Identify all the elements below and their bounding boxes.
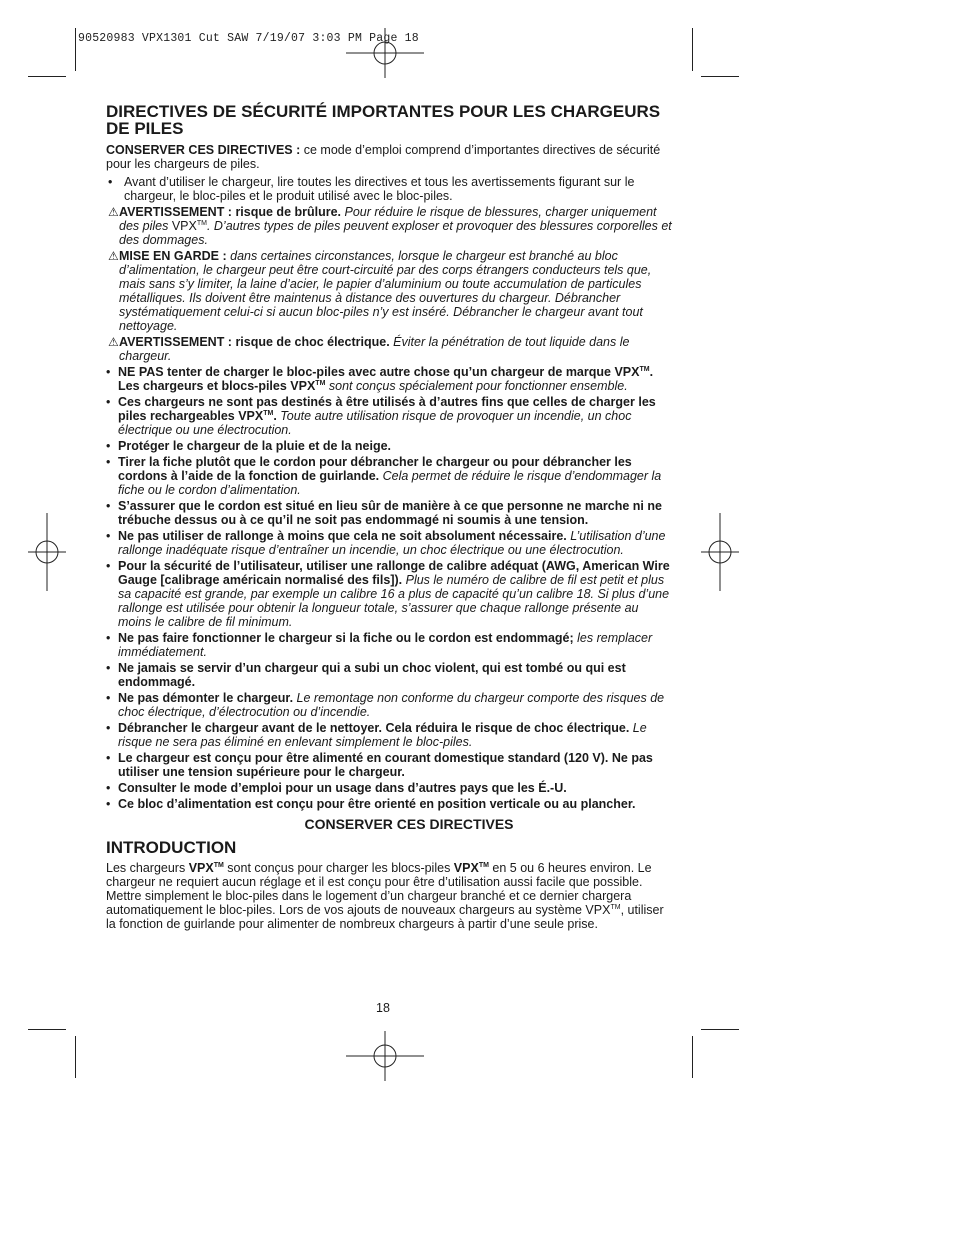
item-bold-text: Débrancher le chargeur avant de le nettoyer. Cela réduira le risque de choc électrique. [118, 721, 630, 735]
page-number: 18 [376, 1001, 390, 1015]
item-bold-text: Tirer la fiche plutôt que le cordon pour débrancher le chargeur ou pour débrancher les cordons à l’aide de la fonction de guirlande. [118, 455, 632, 483]
trademark: TM [315, 380, 326, 387]
safety-list-item [106, 529, 672, 557]
item-italic-text: L’utilisation d’une rallonge inadéquate risque d’entraîner un incendie, un choc électrique ou une électrocution. [118, 529, 666, 557]
brand-vpx: VPX [171, 219, 197, 233]
trademark: TM [639, 366, 650, 373]
bullet-icon: • [106, 439, 111, 453]
list-item [106, 175, 672, 203]
warning-triangle-icon: ⚠ [108, 249, 119, 263]
item-bold-text: . Les chargeurs et blocs-piles VPX [118, 365, 654, 393]
bullet-icon: • [106, 721, 111, 735]
safety-list-item [106, 395, 672, 437]
page-title: DIRECTIVES DE SÉCURITÉ IMPORTANTES POUR LES CHARGEURS DE PILES [106, 102, 661, 138]
item-bold-text: Ne pas utiliser de rallonge à moins que cela ne soit absolument nécessaire. [118, 529, 567, 543]
registration-mark-icon [346, 1031, 424, 1081]
intro-text: en 5 ou 6 heures environ. Le chargeur ne requiert aucun réglage et il est conçu pour être d’utilisation aussi facile que possible. Mettre simplement le bloc-piles dans le logement d’un chargeur branché et ce dernier chargera automatiquement le bloc-piles. Lors de vos ajouts de nouveaux chargeurs au système VPX [106, 861, 652, 917]
crop-mark [692, 1036, 693, 1078]
brand-vpx: VPX [453, 861, 479, 875]
item-bold-text: . [273, 409, 277, 423]
item-italic-text: Le remontage non conforme du chargeur comporte des risques de choc électrique, d’électrocution ou d’incendie. [118, 691, 665, 719]
crop-mark [28, 1029, 66, 1030]
item-bold-text: Pour la sécurité de l’utilisateur, utiliser une rallonge de calibre adéquat (AWG, American Wire Gauge [calibrage américain normalisé des fils]). [118, 559, 670, 587]
page-content [106, 103, 672, 931]
trademark: TM [213, 862, 224, 869]
item-italic-text: Plus le numéro de calibre de fil est petit et plus sa capacité est grande, par exemple un calibre 16 a plus de capacité qu’un calibre 18. Si plus d’une rallonge est utilisée pour obtenir la longueur totale, s’assurer que chaque rallonge présente au moins le calibre de fil minimum. [118, 573, 670, 629]
trademark: TM [263, 410, 274, 417]
warning-text: Éviter la pénétration de tout liquide dans le chargeur. [119, 335, 630, 363]
bullet-icon: • [106, 559, 111, 573]
intro-text: sont conçus pour charger les blocs-piles [223, 861, 454, 875]
item-italic-text: Toute autre utilisation risque de provoquer un incendie, un choc électrique ou une électrocution. [118, 409, 632, 437]
save-instructions-heading: CONSERVER CES DIRECTIVES [304, 816, 514, 832]
safety-list [106, 365, 672, 811]
safety-list-item [106, 631, 672, 659]
item-italic-text: Cela permet de réduire le risque d’endommager la fiche ou le cordon d’alimentation. [118, 469, 662, 497]
bullet-icon: • [106, 797, 111, 811]
safety-list-item [106, 661, 672, 689]
item-bold-text: Protéger le chargeur de la pluie et de la neige. [118, 439, 392, 453]
item-bold-text: Ne pas faire fonctionner le chargeur si la fiche ou le cordon est endommagé; [118, 631, 574, 645]
print-slug: 90520983 VPX1301 Cut SAW 7/19/07 3:03 PM Page 18 [78, 32, 419, 45]
bullet-icon: • [106, 781, 111, 795]
bullet-icon: • [106, 499, 111, 513]
item-bold-text: Consulter le mode d’emploi pour un usage dans d’autres pays que les É.-U. [118, 781, 567, 795]
item-bold-text: Ne jamais se servir d’un chargeur qui a subi un choc violent, qui est tombé ou qui est endommagé. [118, 661, 626, 689]
crop-mark [701, 76, 739, 77]
intro-paragraph [106, 143, 672, 171]
safety-list-item [106, 499, 672, 527]
safety-list-item [106, 721, 672, 749]
item-italic-text: Le risque ne sera pas éliminé en enlevant simplement le bloc-piles. [118, 721, 647, 749]
intro-text: , utiliser la fonction de guirlande pour alimenter de nombreux chargeurs à partir d’une seule prise. [106, 903, 664, 931]
safety-list-item [106, 365, 672, 393]
crop-mark [701, 1029, 739, 1030]
caution-block [106, 249, 672, 333]
safety-list-item [106, 439, 672, 453]
crop-mark [692, 28, 693, 71]
warning-triangle-icon: ⚠ [108, 205, 119, 219]
crop-mark [75, 28, 76, 71]
item-bold-text: Ce bloc d’alimentation est conçu pour être orienté en position verticale ou au plancher. [118, 797, 636, 811]
crop-mark [28, 76, 66, 77]
safety-list-item [106, 781, 672, 795]
bullet-icon: • [106, 529, 111, 543]
bullet-icon: • [106, 395, 111, 409]
bullet-text: Avant d’utiliser le chargeur, lire toutes les directives et tous les avertissements figurant sur le chargeur, le bloc-piles et le produit utilisé avec le bloc-piles. [124, 175, 635, 203]
registration-mark-icon [346, 28, 424, 78]
safety-list-item [106, 559, 672, 629]
warning-text: Pour réduire le risque de blessures, charger uniquement des piles [119, 205, 657, 233]
intro-text: ce mode d’emploi comprend d’importantes directives de sécurité pour les chargeurs de piles. [106, 143, 661, 171]
caution-text: dans certaines circonstances, lorsque le chargeur est branché au bloc d’alimentation, le chargeur peut être court-circuité par des corps étrangers conducteurs tels que, mais sans s’y limiter, la laine d’acier, le papier d’aluminium ou toute accumulation de particules métalliques. Ils doivent être maintenus à distance des ouvertures du chargeur. Débrancher systématiquement celui-ci si aucun bloc-piles n’y est inséré. Débrancher le chargeur avant tout nettoyage. [119, 249, 652, 333]
registration-mark-icon [28, 513, 66, 591]
safety-list-item [106, 691, 672, 719]
warning-label: AVERTISSEMENT : risque de brûlure. [119, 205, 342, 219]
introduction-paragraph [106, 861, 672, 931]
intro-bold: CONSERVER CES DIRECTIVES : [106, 143, 301, 157]
item-bold-text: Ces chargeurs ne sont pas destinés à être utilisés à d’autres fins que celles de charger les piles rechargeables VPX [118, 395, 656, 423]
bullet-icon: • [106, 631, 111, 645]
introduction-heading: INTRODUCTION [106, 838, 237, 857]
warning-text: . D’autres types de piles peuvent exploser et provoquer des blessures corporelles et des dommages. [119, 219, 672, 247]
trademark: TM [196, 220, 207, 227]
warning-label: AVERTISSEMENT : risque de choc électrique. [119, 335, 390, 349]
warning-triangle-icon: ⚠ [108, 335, 119, 349]
bullet-icon: • [108, 175, 113, 189]
bullet-icon: • [106, 751, 111, 765]
bullet-icon: • [106, 365, 111, 379]
item-bold-text: S’assurer que le cordon est situé en lieu sûr de manière à ce que personne ne marche ni ne trébuche dessus ou à ce qu’il ne soit pas endommagé ni soumis à une tension. [118, 499, 662, 527]
item-italic-text: les remplacer immédiatement. [118, 631, 653, 659]
item-bold-text: Ne pas démonter le chargeur. [118, 691, 294, 705]
item-italic-text: sont conçus spécialement pour fonctionner ensemble. [325, 379, 628, 393]
item-bold-text: Le chargeur est conçu pour être alimenté en courant domestique standard (120 V). Ne pas utiliser une tension supérieure pour le chargeur. [118, 751, 653, 779]
trademark: TM [610, 904, 621, 911]
safety-list-item [106, 797, 672, 811]
caution-label: MISE EN GARDE : [119, 249, 227, 263]
item-bold-text: NE PAS tenter de charger le bloc-piles avec autre chose qu’un chargeur de marque VPX [118, 365, 640, 379]
bullet-icon: • [106, 691, 111, 705]
safety-list-item [106, 751, 672, 779]
registration-mark-icon [701, 513, 739, 591]
brand-vpx: VPX [188, 861, 214, 875]
warning-block [106, 205, 672, 247]
safety-list-item [106, 455, 672, 497]
bullet-icon: • [106, 455, 111, 469]
intro-text: Les chargeurs [106, 861, 189, 875]
trademark: TM [478, 862, 489, 869]
warning-block [106, 335, 672, 363]
bullet-icon: • [106, 661, 111, 675]
crop-mark [75, 1036, 76, 1078]
